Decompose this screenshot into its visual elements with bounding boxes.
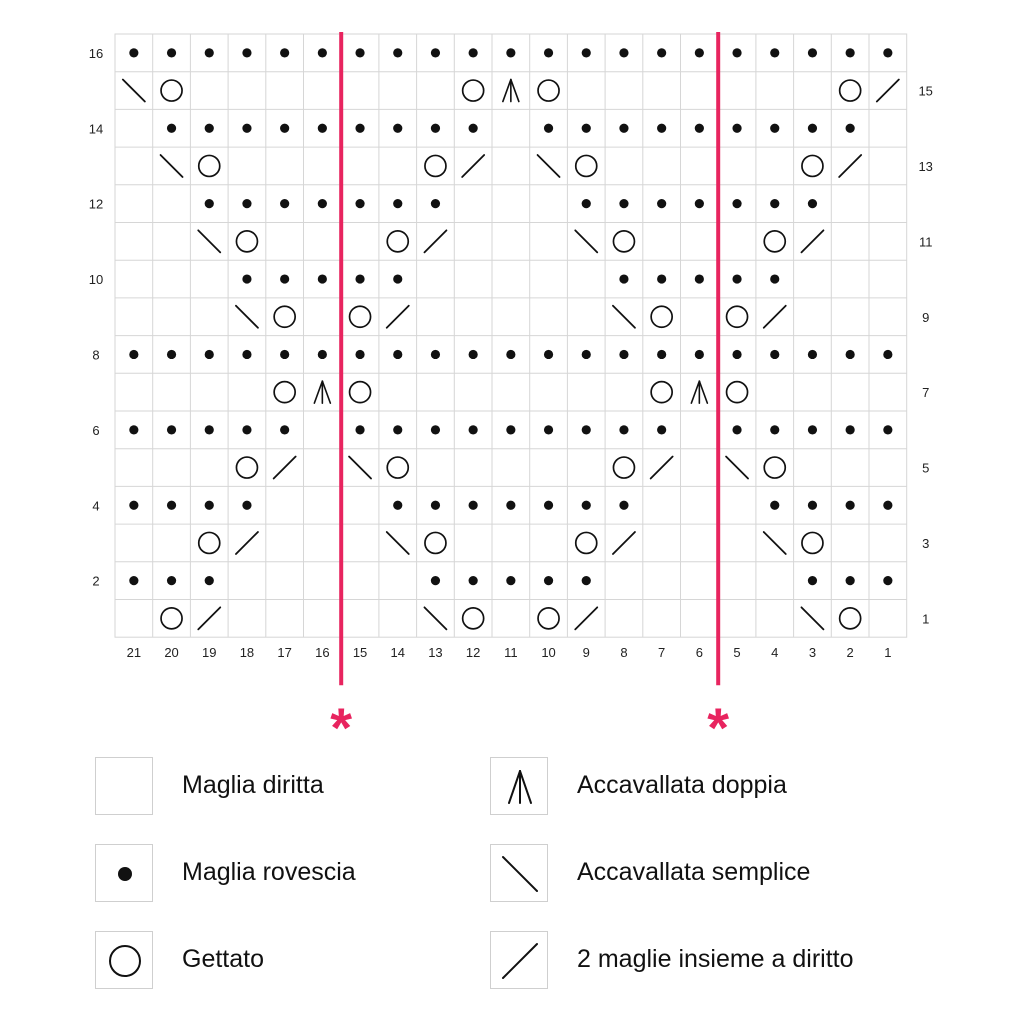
purl-mark [393, 425, 402, 434]
purl-mark [393, 350, 402, 359]
legend-label: Accavallata semplice [577, 858, 811, 886]
purl-mark [846, 48, 855, 57]
purl-mark [205, 425, 214, 434]
purl-mark [732, 199, 741, 208]
ssk-icon [490, 844, 548, 902]
purl-mark [431, 199, 440, 208]
purl-mark [619, 199, 628, 208]
row-number-left: 4 [92, 498, 100, 514]
purl-mark [205, 199, 214, 208]
row-number-right: 15 [918, 83, 933, 99]
purl-mark [129, 48, 138, 57]
purl-mark [167, 501, 176, 510]
purl-mark [695, 350, 704, 359]
legend-label: Gettato [182, 945, 264, 973]
row-number-left: 16 [88, 45, 104, 61]
row-number-left: 12 [88, 196, 104, 212]
column-number: 11 [504, 645, 518, 661]
purl-mark [732, 48, 741, 57]
purl-mark [431, 350, 440, 359]
column-number: 6 [695, 645, 703, 661]
repeat-marker: * [330, 696, 353, 760]
purl-mark [393, 199, 402, 208]
purl-mark [431, 425, 440, 434]
purl-mark [544, 48, 553, 57]
purl-mark [129, 576, 138, 585]
purl-mark [129, 350, 138, 359]
purl-mark [318, 350, 327, 359]
purl-mark [167, 48, 176, 57]
purl-mark [619, 501, 628, 510]
purl-mark [318, 199, 327, 208]
column-number: 20 [164, 645, 179, 661]
column-number: 15 [352, 645, 368, 661]
purl-mark [770, 274, 779, 283]
purl-mark [582, 576, 591, 585]
purl-mark [242, 501, 251, 510]
purl-mark [167, 425, 176, 434]
purl-mark [732, 274, 741, 283]
purl-mark [770, 124, 779, 133]
purl-mark [469, 425, 478, 434]
legend-label: Maglia diritta [182, 771, 324, 799]
row-number-left: 14 [88, 121, 104, 137]
purl-mark [280, 350, 289, 359]
knit-icon [95, 757, 153, 815]
purl-mark [469, 576, 478, 585]
purl-mark [846, 501, 855, 510]
purl-mark [808, 124, 817, 133]
k2tog-icon [490, 931, 548, 989]
purl-mark [506, 501, 515, 510]
purl-mark [280, 425, 289, 434]
column-number: 3 [808, 645, 817, 661]
purl-mark [355, 124, 364, 133]
purl-mark [242, 124, 251, 133]
legend-label: 2 maglie insieme a diritto [577, 945, 854, 973]
purl-mark [770, 350, 779, 359]
purl-mark [732, 350, 741, 359]
purl-mark [657, 425, 666, 434]
purl-mark [657, 274, 666, 283]
purl-mark [582, 199, 591, 208]
purl-mark [318, 124, 327, 133]
purl-mark [393, 274, 402, 283]
purl-mark [167, 350, 176, 359]
column-number: 5 [733, 645, 741, 661]
purl-mark [355, 274, 364, 283]
purl-mark [846, 425, 855, 434]
repeat-marker: * [707, 696, 730, 760]
purl-mark [883, 48, 892, 57]
purl-mark [469, 350, 478, 359]
purl-mark [695, 124, 704, 133]
column-number: 17 [277, 645, 292, 661]
column-number: 1 [884, 645, 892, 661]
purl-mark [544, 350, 553, 359]
purl-mark [318, 48, 327, 57]
double-decrease-icon [490, 757, 548, 815]
purl-mark [469, 501, 478, 510]
purl-mark [242, 274, 251, 283]
row-number-right: 3 [922, 535, 930, 551]
row-number-left: 6 [92, 422, 100, 438]
purl-mark [469, 124, 478, 133]
purl-mark [619, 124, 628, 133]
column-number: 2 [846, 645, 854, 661]
yarn-over-icon [95, 931, 153, 989]
purl-mark [167, 576, 176, 585]
column-number: 21 [126, 645, 142, 661]
purl-mark [695, 274, 704, 283]
purl-mark [205, 576, 214, 585]
purl-mark [280, 48, 289, 57]
purl-mark [544, 124, 553, 133]
purl-mark [355, 48, 364, 57]
purl-mark [808, 576, 817, 585]
purl-mark [883, 425, 892, 434]
purl-mark [808, 48, 817, 57]
purl-mark [205, 48, 214, 57]
purl-mark [242, 350, 251, 359]
purl-mark [770, 425, 779, 434]
purl-mark [355, 425, 364, 434]
purl-mark [355, 199, 364, 208]
purl-mark [808, 350, 817, 359]
purl-mark [846, 350, 855, 359]
purl-mark [582, 350, 591, 359]
purl-mark [732, 124, 741, 133]
purl-mark [582, 124, 591, 133]
purl-mark [657, 124, 666, 133]
column-number: 16 [315, 645, 330, 661]
purl-mark [544, 425, 553, 434]
purl-mark [770, 48, 779, 57]
purl-mark [619, 350, 628, 359]
column-number: 13 [428, 645, 443, 661]
purl-mark [205, 350, 214, 359]
purl-mark [732, 425, 741, 434]
purl-mark [808, 199, 817, 208]
row-number-right: 7 [922, 385, 930, 401]
purl-mark [205, 124, 214, 133]
purl-mark [544, 576, 553, 585]
row-number-left: 10 [88, 272, 104, 288]
purl-mark [695, 48, 704, 57]
purl-icon [95, 844, 153, 902]
row-number-right: 9 [922, 309, 930, 325]
purl-mark [129, 501, 138, 510]
row-number-right: 13 [918, 158, 933, 174]
purl-mark [393, 48, 402, 57]
row-number-left: 8 [92, 347, 100, 363]
purl-mark [205, 501, 214, 510]
purl-mark [355, 350, 364, 359]
purl-mark [582, 425, 591, 434]
purl-mark [431, 576, 440, 585]
purl-mark [393, 124, 402, 133]
purl-mark [280, 199, 289, 208]
purl-mark [619, 274, 628, 283]
purl-mark [582, 48, 591, 57]
purl-mark [544, 501, 553, 510]
row-number-left: 2 [92, 573, 100, 589]
purl-mark [280, 274, 289, 283]
purl-mark [619, 48, 628, 57]
row-number-right: 5 [922, 460, 930, 476]
purl-mark [506, 425, 515, 434]
purl-mark [770, 199, 779, 208]
purl-mark [808, 501, 817, 510]
purl-mark [129, 425, 138, 434]
purl-mark [657, 199, 666, 208]
column-number: 12 [465, 645, 481, 661]
purl-mark [280, 124, 289, 133]
purl-mark [506, 48, 515, 57]
purl-mark [808, 425, 817, 434]
purl-mark [883, 350, 892, 359]
purl-mark [393, 501, 402, 510]
row-number-right: 1 [922, 611, 930, 627]
purl-mark [506, 350, 515, 359]
purl-mark [318, 274, 327, 283]
purl-mark [695, 199, 704, 208]
purl-mark [619, 425, 628, 434]
purl-mark [657, 350, 666, 359]
column-number: 4 [771, 645, 779, 661]
purl-mark [846, 576, 855, 585]
purl-mark [431, 48, 440, 57]
purl-mark [469, 48, 478, 57]
purl-mark [770, 501, 779, 510]
purl-mark [167, 124, 176, 133]
purl-mark [431, 501, 440, 510]
column-number: 10 [541, 645, 556, 661]
column-number: 18 [239, 645, 255, 661]
legend-label: Accavallata doppia [577, 771, 787, 799]
purl-mark [242, 425, 251, 434]
purl-mark [242, 199, 251, 208]
purl-mark [883, 501, 892, 510]
purl-mark [883, 576, 892, 585]
row-number-right: 11 [918, 234, 933, 250]
column-number: 14 [390, 645, 405, 661]
purl-mark [582, 501, 591, 510]
column-number: 7 [658, 645, 666, 661]
legend-label: Maglia rovescia [182, 858, 356, 886]
purl-mark [242, 48, 251, 57]
column-number: 9 [582, 645, 590, 661]
purl-mark [431, 124, 440, 133]
purl-mark [657, 48, 666, 57]
purl-mark [506, 576, 515, 585]
column-number: 19 [202, 645, 217, 661]
column-number: 8 [620, 645, 628, 661]
purl-mark [846, 124, 855, 133]
